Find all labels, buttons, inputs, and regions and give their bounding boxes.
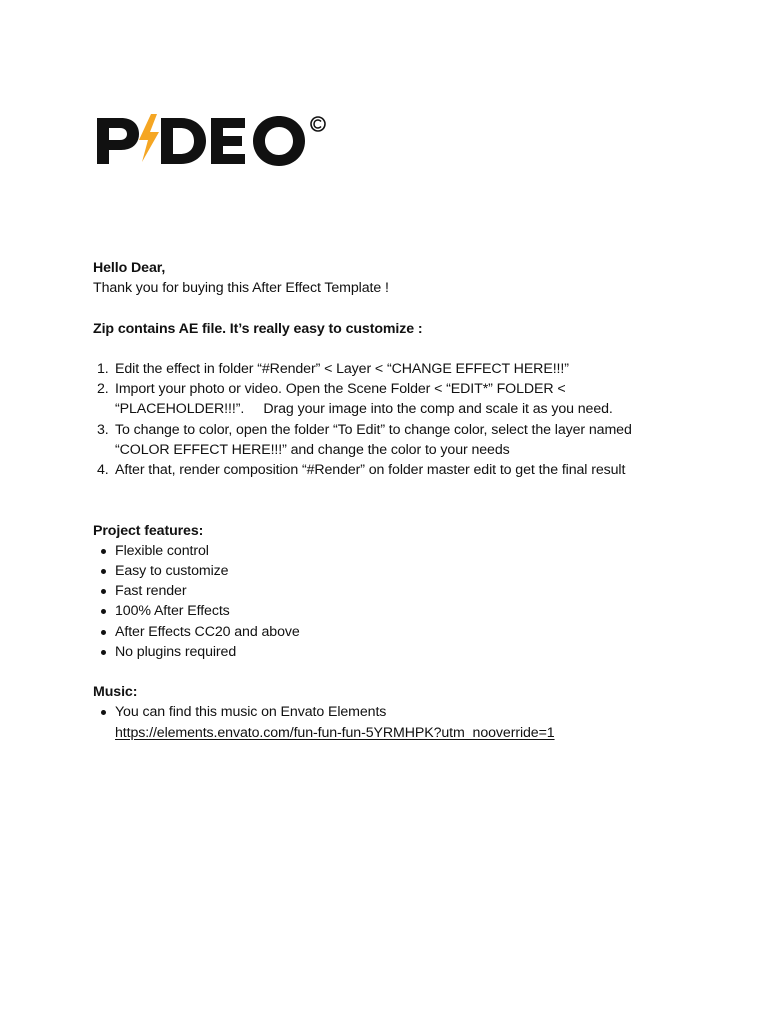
- pideo-logo: [95, 110, 335, 170]
- step-item: [93, 359, 693, 379]
- bullet-icon: [101, 710, 106, 715]
- logo-letter-o: [253, 116, 305, 166]
- logo-letter-e: [211, 118, 245, 164]
- feature-text: No plugins required: [115, 643, 237, 660]
- features-list: [93, 541, 693, 662]
- feature-text: 100% After Effects: [115, 603, 230, 620]
- feature-item: [93, 601, 693, 621]
- feature-item: [93, 642, 693, 662]
- steps-list: [93, 359, 693, 480]
- bullet-icon: [101, 549, 106, 554]
- feature-item: [93, 561, 693, 581]
- feature-text: Fast render: [115, 583, 187, 600]
- step-number: 3.: [97, 421, 109, 438]
- music-text: You can find this music on Envato Elements: [115, 704, 387, 721]
- step-text: “COLOR EFFECT HERE!!!” and change the color to your needs: [115, 441, 510, 458]
- lightning-bolt-icon: [139, 114, 159, 162]
- step-number: 2.: [97, 381, 109, 398]
- document-body: [93, 258, 693, 743]
- step-text: Import your photo or video. Open the Scene Folder < “EDIT*” FOLDER <: [115, 381, 566, 398]
- step-number: 1.: [97, 360, 109, 377]
- logo-letter-p: [97, 118, 139, 164]
- step-text: “PLACEHOLDER!!!”. Drag your image into the comp and scale it as you need.: [115, 401, 613, 418]
- bullet-icon: [101, 630, 106, 635]
- feature-text: Easy to customize: [115, 563, 229, 579]
- feature-item: [93, 541, 693, 561]
- zip-heading: Zip contains AE file. It’s really easy to customize :: [93, 320, 423, 337]
- music-list: [93, 702, 693, 742]
- feature-text: After Effects CC20 and above: [115, 623, 300, 640]
- bullet-icon: [101, 609, 106, 614]
- features-heading: Project features:: [93, 522, 204, 539]
- feature-text: Flexible control: [115, 542, 209, 559]
- step-text: To change to color, open the folder “To Edit” to change color, select the layer named: [115, 421, 632, 438]
- greeting: Hello Dear,: [93, 260, 166, 276]
- music-link[interactable]: https://elements.envato.com/fun-fun-fun-5YRMHPK?utm_nooverride=1: [115, 724, 555, 741]
- step-text: After that, render composition “#Render” on folder master edit to get the final result: [115, 462, 626, 478]
- bullet-icon: [101, 589, 106, 594]
- feature-item: [93, 581, 693, 601]
- step-item: [93, 460, 693, 480]
- copyright-icon: [311, 117, 325, 131]
- bullet-icon: [101, 569, 106, 574]
- step-number: 4.: [97, 462, 109, 478]
- bullet-icon: [101, 650, 106, 655]
- logo-letter-d: [161, 118, 206, 164]
- music-heading: Music:: [93, 684, 138, 701]
- feature-item: [93, 622, 693, 642]
- step-item: [93, 420, 693, 460]
- step-item: [93, 379, 693, 419]
- thanks-line: Thank you for buying this After Effect Template !: [93, 280, 389, 297]
- step-text: Edit the effect in folder “#Render” < Layer < “CHANGE EFFECT HERE!!!”: [115, 360, 569, 377]
- music-item: [93, 702, 693, 742]
